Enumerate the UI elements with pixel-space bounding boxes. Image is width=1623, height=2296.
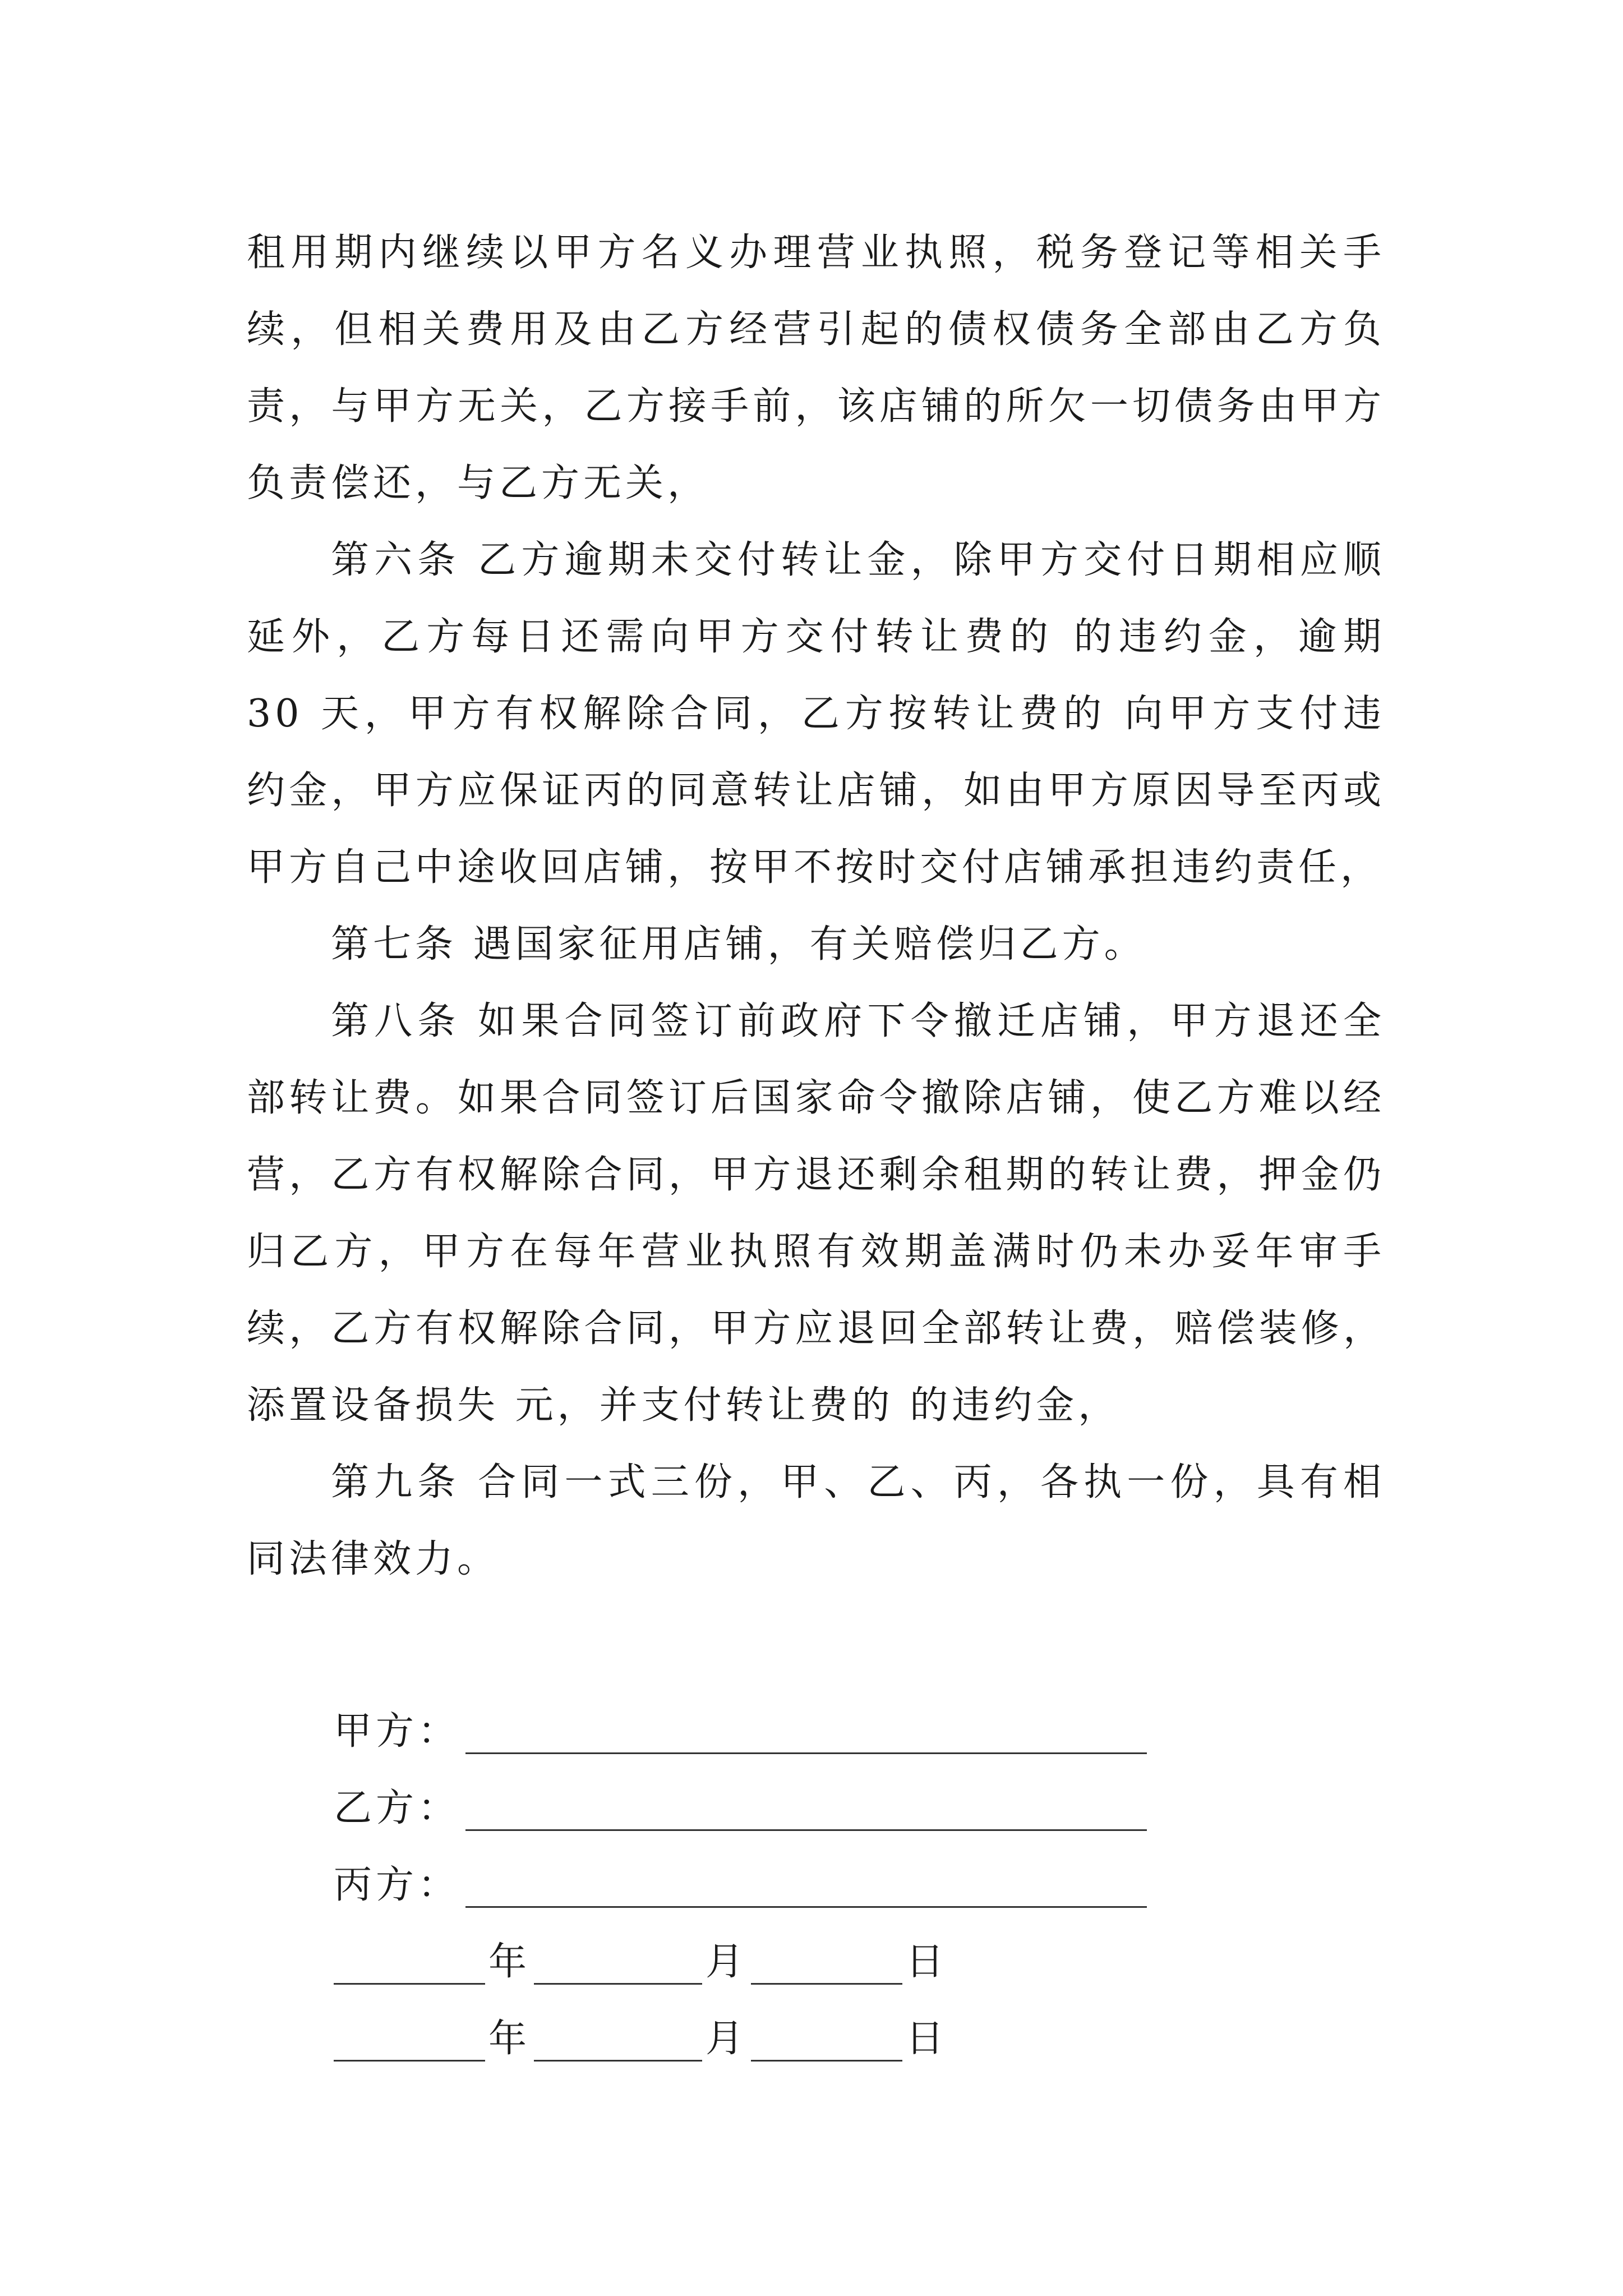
paragraph-article-9: 第九条 合同一式三份，甲、乙、丙，各执一份，具有相同法律效力。 [247,1460,1385,1581]
day-label: 日 [906,2017,948,2061]
paragraph-article-7: 第七条 遇国家征用店铺，有关赔偿归乙方。 [331,922,1146,967]
party-b-label: 乙方： [334,1786,460,1830]
party-b-underline [465,1828,1147,1831]
date-line-1 [334,1924,1147,2000]
month-underline [534,2059,702,2062]
contract-body [247,214,1385,1598]
signature-line-party-b [334,1770,1147,1847]
paragraph-article-6: 第六条 乙方逾期未交付转让金，除甲方交付日期相应顺延外，乙方每日还需向甲方交付转让费的 的违约金，逾期 30 天，甲方有权解除合同，乙方按转让费的 向甲方支付违约金，甲方应保证丙的同意转让店铺，如由甲方原因导至丙或甲方自己中途收回店铺，按甲不按时交付店铺承担违约责任， [247,538,1385,890]
year-label: 年 [488,2017,531,2061]
party-c-label: 丙方： [334,1863,460,1907]
party-a-underline [465,1751,1147,1754]
paragraph-continuation: 租用期内继续以甲方名义办理营业执照，税务登记等相关手续，但相关费用及由乙方经营引起的债权债务全部由乙方负责，与甲方无关，乙方接手前，该店铺的所欠一切债务由甲方负责偿还，与乙方无关， [247,231,1385,505]
party-c-underline [465,1905,1147,1908]
day-label: 日 [906,1940,948,1984]
date-line-2 [334,2000,1147,2077]
signature-line-party-c [334,1847,1147,1924]
month-label: 月 [706,1940,748,1984]
day-underline [751,2059,902,2062]
paragraph-article-8: 第八条 如果合同签订前政府下令撤迁店铺，甲方退还全部转让费。如果合同签订后国家命令撤除店铺，使乙方难以经营，乙方有权解除合同，甲方退还剩余租期的转让费，押金仍归乙方，甲方在每年营业执照有效期盖满时仍未办妥年审手续，乙方有权解除合同，甲方应退回全部转让费，赔偿装修，添置设备损失 元，并支付转让费的 的违约金， [247,999,1385,1428]
year-underline [334,1982,485,1985]
signature-block [334,1693,1147,2077]
month-label: 月 [706,2017,748,2061]
day-underline [751,1982,902,1985]
year-underline [334,2059,485,2062]
year-label: 年 [488,1940,531,1984]
signature-line-party-a [334,1693,1147,1770]
month-underline [534,1982,702,1985]
party-a-label: 甲方： [334,1709,460,1754]
